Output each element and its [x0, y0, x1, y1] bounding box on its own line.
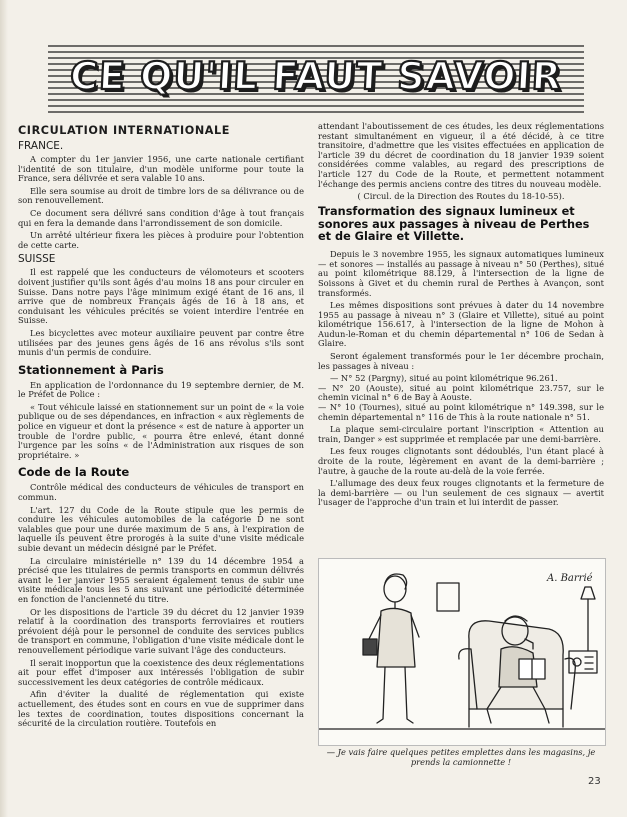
- france-paragraph: Elle sera soumise au droit de timbre lors de sa délivrance ou de son renouvellement.: [18, 185, 304, 206]
- code-paragraph: Il serait inopportun que la coexistence des deux réglementations ait pour effet d'imposer aux intéressés l'obligation de subir successivement les deux catégories de contrôle médicaux.: [18, 657, 304, 687]
- code-paragraph: Or les dispositions de l'article 39 du décret du 12 janvier 1939 relatif à la coordination des transports ferroviaires et routiers prévoient déjà pour le personnel de conduite des services publics de transport en commune, l'obligation d'une visite médicale dont le renouvellement périodique varie suivant l'âge des conducteurs.: [18, 606, 304, 655]
- stationnement-heading: Stationnement à Paris: [18, 362, 164, 377]
- circular-reference: ( Circul. de la Direction des Routes du 18-10-55).: [357, 191, 565, 202]
- transformation-paragraph: L'allumage des deux feux rouges clignotants et la fermeture de la demi-barrière — ou l'un seulement de ces signaux — avertit l'usager de l'approche d'un train et lui interdit de passer.: [318, 478, 604, 508]
- code-paragraph: L'art. 127 du Code de la Route stipule que les permis de conduire les véhicules automobiles de la catégorie D ne sont valables que pour une durée maximum de 5 ans, à l'expiration de laquelle ils peuvent être prorogés à la suite d'une visite médicale subie devant un médecin désigné par le Préfet.: [18, 504, 304, 553]
- suisse-paragraph: Les bicyclettes avec moteur auxiliaire peuvent par contre être utilisées par des jeunes gens âgés de 16 ans révolus s'ils sont munis d'un permis de conduire.: [18, 327, 304, 358]
- continuation-paragraph: attendant l'aboutissement de ces études, les deux réglementations restant simultanément en vigueur, il a été décidé, à ce titre transitoire, d'admettre que les visites effectuées en application de l'article 39 du décret de coordination du 18 janvier 1939 soient considérées comme valables, au regard des prescriptions de l'article 127 du Code de la Route, et permettent notamment l'échange des permis anciens contre des titres du nouveau modèle.: [318, 121, 604, 189]
- stationnement-quote: « Tout véhicule laissé en stationnement sur un point de « la voie publique ou de ses dépendances, en infraction « aux règlements de police en vigueur et dont la présence « est de nature à apporter un trouble de l'ordre public, « pourra être enlevé, étant donné l'urgence par les soins « de l'Administration aux risques de son propriétaire. »: [18, 401, 304, 460]
- cartoon-illustration: [318, 558, 606, 746]
- section-banner: [48, 40, 584, 116]
- transformation-paragraph: Les feux rouges clignotants sont dédoublés, l'un étant placé à droite de la route, légèrement en avant de la demi-barrière ; l'autre, à gauche de la route au-delà de la voie ferrée.: [318, 446, 604, 476]
- suisse-heading: SUISSE: [18, 253, 56, 266]
- banner-title: CE QU'IL FAUT SAVOIR: [68, 54, 564, 98]
- left-column: [18, 122, 304, 732]
- cartoon-drawing: [319, 559, 605, 745]
- france-heading: FRANCE.: [18, 140, 64, 152]
- scan-edge: [0, 0, 8, 817]
- transformation-heading: Transformation des signaux lumineux et sonores aux passages à niveau de Perthes et de Glaire et Villette.: [318, 204, 590, 244]
- code-heading: Code de la Route: [18, 465, 130, 480]
- transformation-paragraph: Depuis le 3 novembre 1955, les signaux automatiques lumineux — et sonores — installés au passage à niveau n° 50 (Perthes), situé au point kilométrique 88.129, à l'intersection de la ligne de Soissons à Givet et du chemin rural de Perthes à Avançon, sont transformés.: [318, 249, 604, 298]
- page-number: 23: [588, 776, 601, 787]
- transformation-paragraph: Les mêmes dispositions sont prévues à dater du 14 novembre 1955 au passage à niveau n° 3 (Glaire et Villette), situé au point kilométrique 156.617, à l'intersection de la ligne de Mohon à Audun-le-Roman et du chemin départemental n° 106 de Sedan à Glaire.: [318, 300, 604, 349]
- code-paragraph: La circulaire ministérielle n° 139 du 14 décembre 1954 a précisé que les titulaires de permis transports en commun délivrés avant le 1er janvier 1955 seraient également tenus de subir une visite médicale tous les 5 ans suivant une périodicité déterminée en fonction de l'ancienneté du titre.: [18, 555, 304, 604]
- france-paragraph: Ce document sera délivré sans condition d'âge à tout français qui en fera la demande dans l'arrondissement de son domicile.: [18, 207, 304, 228]
- circulation-heading: CIRCULATION INTERNATIONALE: [18, 124, 231, 137]
- right-column: [318, 122, 604, 511]
- transformation-paragraph: La plaque semi-circulaire portant l'inscription « Attention au train, Danger » est supprimée et remplacée par une demi-barrière.: [318, 424, 604, 444]
- france-paragraph: A compter du 1er janvier 1956, une carte nationale certifiant l'identité de son titulaire, d'un modèle uniforme pour toute la France, sera délivrée et sera valable 10 ans.: [18, 154, 304, 184]
- transformation-paragraph: Seront également transformés pour le 1er décembre prochain, les passages à niveau :: [318, 351, 604, 371]
- code-paragraph: Afin d'éviter la dualité de réglementation qui existe actuellement, des études sont en cours en vue de supprimer dans les textes de coordination, toutes dispositions concernant la sécurité de la circulation routière. Toutefois en: [18, 689, 304, 729]
- suisse-paragraph: Il est rappelé que les conducteurs de vélomoteurs et scooters doivent justifier qu'ils sont âgés d'au moins 18 ans pour circuler en Suisse. Dans notre pays l'âge minimum exigé étant de 16 ans, il arrive que de nombreux Français âgés de 16 à 18 ans, et conduisant les véhicules précités se voient interdire l'entrée en Suisse.: [18, 267, 304, 326]
- cartoon-caption: — Je vais faire quelques petites emplettes dans les magasins, je prends la camionnette !: [326, 747, 596, 767]
- france-paragraph: Un arrêté ultérieur fixera les pièces à produire pour l'obtention de cette carte.: [18, 230, 304, 250]
- transformation-list: — N° 52 (Pargny), situé au point kilométrique 96.261. — N° 20 (Aouste), situé au point kilométrique 23.757, sur le chemin vicinal n° 6 de Bay à Aouste. — N° 10 (Tournes), situé au point kilométrique n° 149.398, sur le chemin départemental n° 116 de This à la route nationale n° 51.: [318, 373, 604, 422]
- stationnement-paragraph: En application de l'ordonnance du 19 septembre dernier, de M. le Préfet de Police :: [18, 379, 304, 400]
- code-paragraph: Contrôle médical des conducteurs de véhicules de transport en commun.: [18, 482, 304, 503]
- cartoon-signature: A. Barrié: [547, 573, 593, 584]
